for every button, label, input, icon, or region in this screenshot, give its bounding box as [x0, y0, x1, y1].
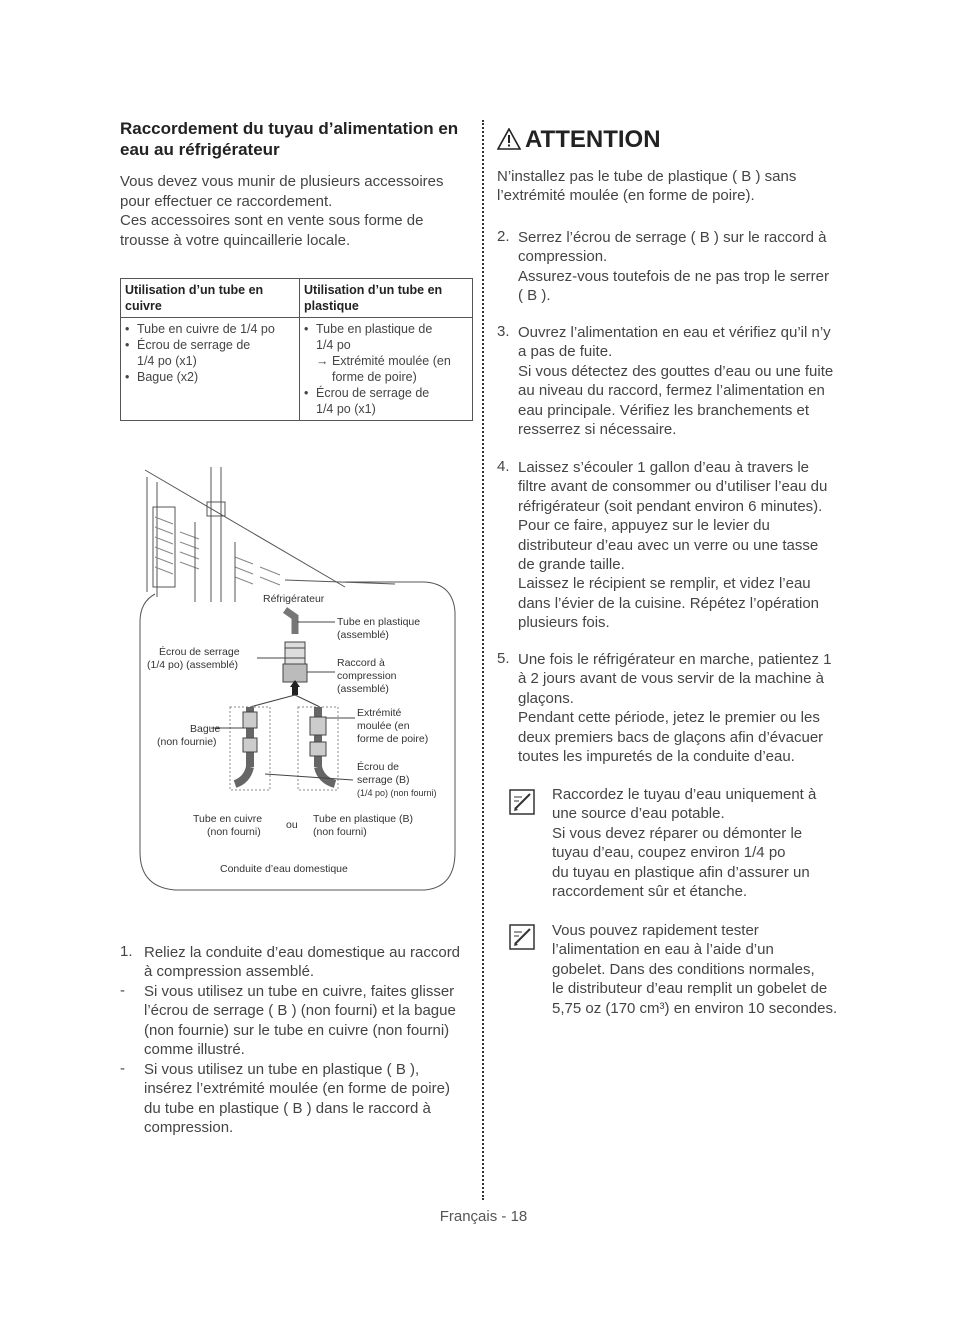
svg-text:serrage (B): serrage (B) [357, 774, 410, 786]
label-raccord: Raccord à [337, 657, 385, 669]
section-title: Raccordement du tuyau d’alimentation en eau au réfrigérateur [120, 119, 459, 159]
table-cell-plastic: • Tube en plastique de 1/4 po → Extrémité moulée (en forme de poire) • Écrou de serrage de 1/4 po (x1) [300, 318, 473, 421]
svg-text:forme de poire): forme de poire) [357, 733, 429, 745]
step-3: Ouvrez l’alimentation en eau et vérifiez qu’il n’y a pas de fuite. Si vous détectez des gouttes d’eau ou une fuite au niveau du raccord, fermez l’alimentation en eau principale. Vérifiez les branchements et resserrez si nécessaire. [518, 324, 834, 439]
step-2: Serrez l’écrou de serrage ( B ) sur le raccord à compression. Assurez-vous toutefois de ne pas trop le serrer ( B ). [518, 229, 829, 305]
note-icon [508, 788, 538, 816]
table-header-copper: Utilisation d’un tube en cuivre [121, 279, 300, 318]
label-tube-plastique-b: Tube en plastique (B) [313, 813, 414, 825]
svg-text:moulée (en: moulée (en [357, 720, 410, 732]
intro-text: Vous devez vous munir de plusieurs accessoires pour effectuer ce raccordement. Ces accessoires sont en vente sous forme de trousse à votre quincaillerie locale. [120, 173, 444, 249]
label-ou: ou [286, 819, 298, 831]
step-1-plastic: Si vous utilisez un tube en plastique ( B ), insérez l’extrémité moulée (en forme de poire) du tube en plastique ( B ) dans le raccord à compression. [144, 1061, 450, 1137]
step-5: Une fois le réfrigérateur en marche, patientez 1 à 2 jours avant de vous servir de la machine à glaçons. Pendant cette période, jetez le premier ou les deux premiers bacs de glaçons afin d’évacuer toutes les impuretés de la conduite d’eau. [518, 651, 832, 766]
svg-text:(1/4 po) (assemblé): (1/4 po) (assemblé) [147, 659, 239, 671]
table-header-plastic: Utilisation d’un tube en plastique [300, 279, 473, 318]
attention-heading: ATTENTION [497, 126, 661, 154]
svg-text:(non fourni): (non fourni) [207, 826, 261, 838]
note-icon [508, 923, 538, 951]
step-4: Laissez s’écouler 1 gallon d’eau à travers le filtre avant de consommer ou d’utiliser l’eau du réfrigérateur (soit pendant environ 6 minutes). Pour ce faire, appuyez sur le levier du distributeur d’eau avec un verre ou une tasse de grande taille. Laissez le récipient se remplir, et videz l’eau dans l’évier de la cuisine. Répétez l’opération plusieurs fois. [518, 459, 828, 632]
step-1: Reliez la conduite d’eau domestique au raccord à compression assemblé. [144, 944, 461, 981]
step-1-copper: Si vous utilisez un tube en cuivre, faites glisser l’écrou de serrage ( B ) (non fourni) et la bague (non fournie) sur le tube en cuivre (non fourni) comme illustré. [144, 983, 456, 1059]
svg-text:(assemblé): (assemblé) [337, 629, 389, 641]
note-1: Raccordez le tuyau d’eau uniquement à une source d’eau potable. Si vous devez réparer ou démonter le tuyau d’eau, coupez environ 1/4 po du tuyau en plastique afin d’assurer un raccordement sûr et étanche. [552, 786, 817, 901]
connection-diagram [135, 462, 465, 894]
page-footer: Français - 18 [439, 1208, 528, 1225]
label-tube-cuivre: Tube en cuivre [193, 813, 263, 825]
accessories-table [120, 278, 473, 421]
label-ecrou-serrage: Écrou de serrage [159, 646, 240, 658]
label-conduite: Conduite d’eau domestique [220, 863, 348, 875]
svg-text:(1/4 po) (non fourni): (1/4 po) (non fourni) [357, 788, 437, 798]
label-extremite: Extrémité [357, 707, 402, 719]
label-bague: Bague [190, 723, 221, 735]
warning-icon [497, 128, 521, 150]
label-ecrou-b: Écrou de [357, 761, 400, 773]
attention-text: N’installez pas le tube de plastique ( B ) sans l’extrémité moulée (en forme de poire). [497, 168, 797, 205]
label-tube-plastique: Tube en plastique [337, 616, 421, 628]
column-divider [482, 120, 484, 1200]
note-2: Vous pouvez rapidement tester l’alimentation en eau à l’aide d’un gobelet. Dans des conditions normales, le distributeur d’eau remplit un gobelet de 5,75 oz (170 cm³) en environ 10 secondes. [552, 922, 838, 1017]
svg-text:compression: compression [337, 670, 397, 682]
table-cell-copper: • Tube en cuivre de 1/4 po • Écrou de serrage de 1/4 po (x1) • Bague (x2) [121, 318, 300, 421]
svg-text:(non fourni): (non fourni) [313, 826, 367, 838]
svg-text:(assemblé): (assemblé) [337, 683, 389, 695]
svg-text:(non fournie): (non fournie) [157, 736, 217, 748]
label-refrigerator: Réfrigérateur [263, 593, 325, 605]
